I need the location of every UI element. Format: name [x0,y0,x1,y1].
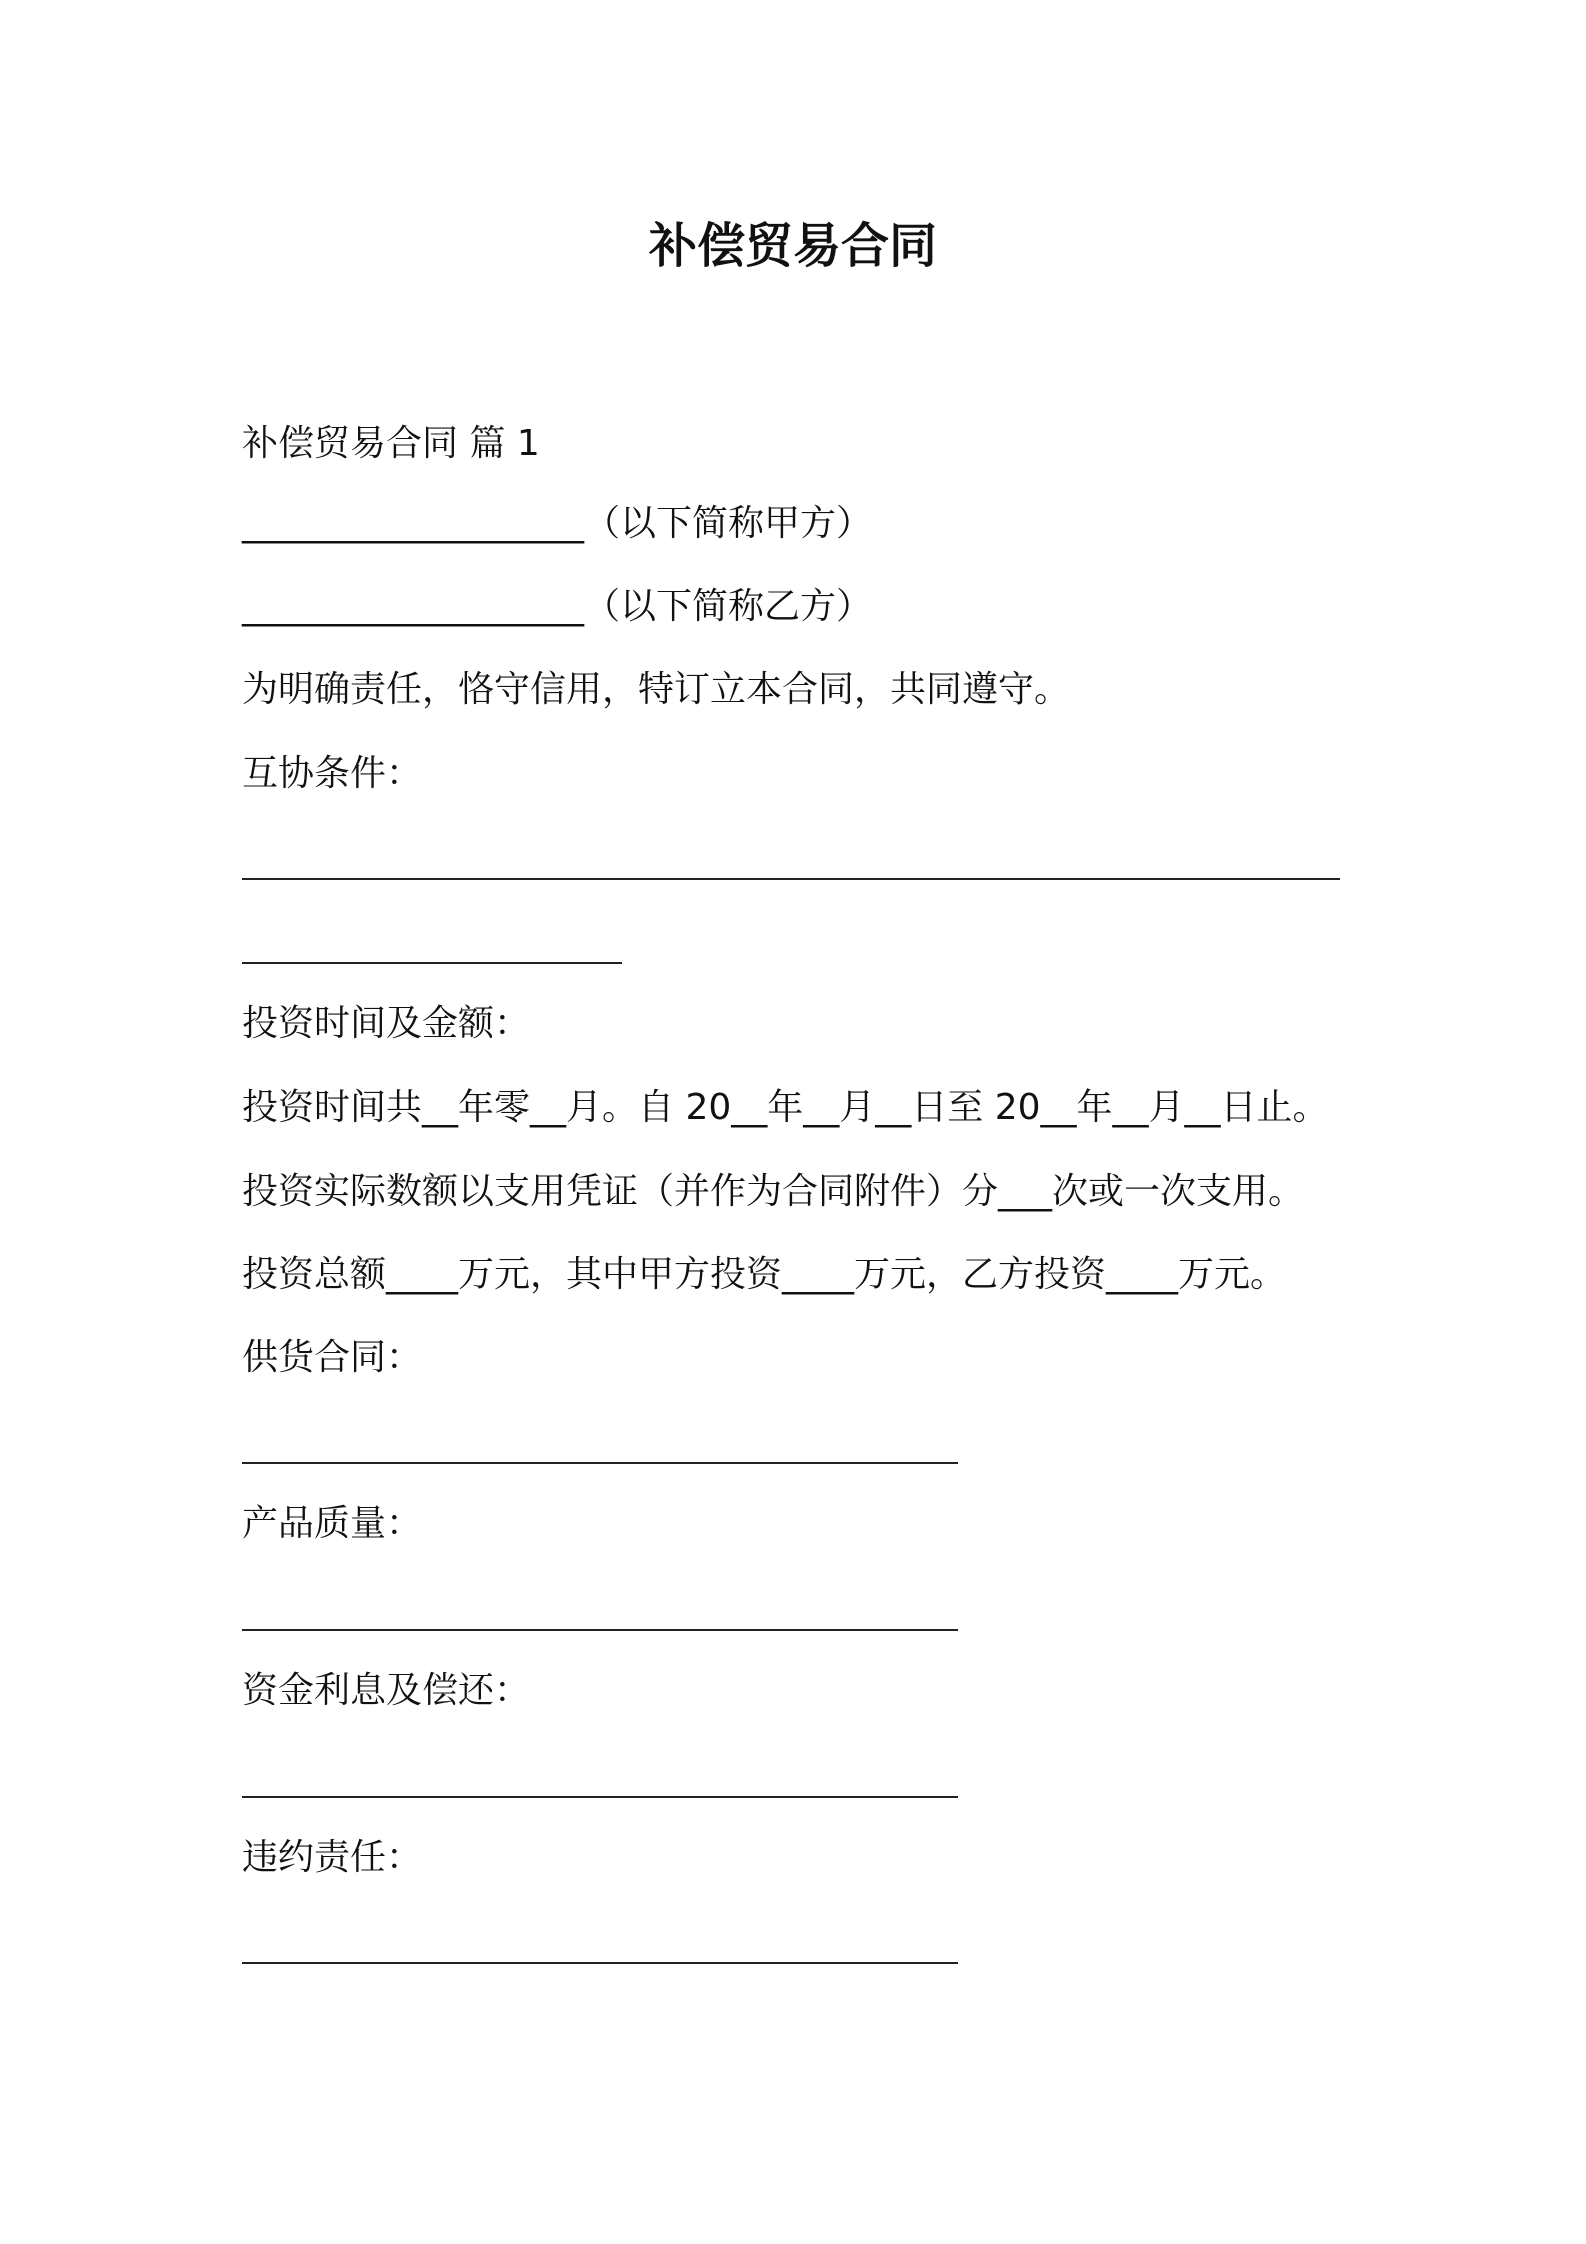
investment-total-text: 投资总额____万元，其中甲方投资____万元，乙方投资____万元。 [242,1254,1287,1295]
document-title: 补偿贸易合同 [648,218,937,274]
supply-contract-blank-line [242,1462,958,1464]
investment-label: 投资时间及金额： [242,1003,531,1044]
interest-repayment-blank-line [242,1796,958,1798]
party-b-line: ___________________（以下简称乙方） [242,586,873,627]
breach-liability-label: 违约责任： [242,1837,423,1878]
supply-contract-label: 供货合同： [242,1337,423,1378]
mutual-conditions-label: 互协条件： [242,753,423,794]
product-quality-blank-line [242,1629,958,1631]
mutual-conditions-blank-line-1 [242,878,1340,880]
product-quality-label: 产品质量： [242,1503,423,1544]
preamble-text: 为明确责任，恪守信用，特订立本合同，共同遵守。 [242,669,1071,710]
breach-liability-blank-line [242,1962,958,1964]
interest-repayment-label: 资金利息及偿还： [242,1670,531,1711]
mutual-conditions-blank-line-2 [242,962,622,964]
party-a-line: ___________________（以下简称甲方） [242,503,873,544]
section-heading: 补偿贸易合同 篇 1 [242,423,540,464]
investment-time-text: 投资时间共__年零__月。自 20__年__月__日至 20__年__月__日止。 [242,1087,1329,1128]
investment-actual-text: 投资实际数额以支用凭证（并作为合同附件）分___次或一次支用。 [242,1171,1305,1212]
